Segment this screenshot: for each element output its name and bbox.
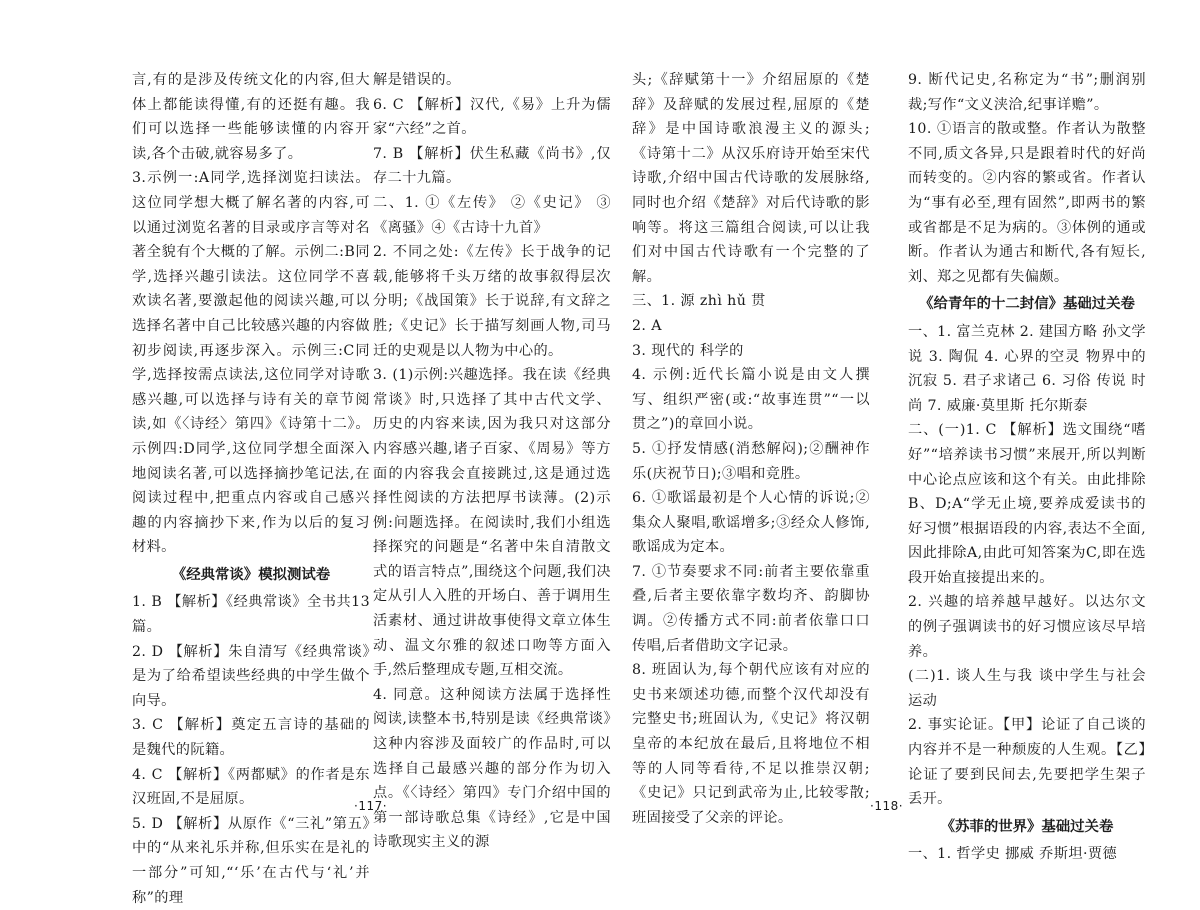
answer-paragraph: 6. C 【解析】汉代,《易》上升为儒家“六经”之首。 [373, 96, 611, 138]
answer-paragraph: 1. B 【解析】《经典常谈》全书共13篇。 [132, 594, 370, 636]
page-number-right: ·118· [870, 799, 904, 813]
answer-paragraph: 9. 断代记史,名称定为“书”;删润别裁;写作“文义浃洽,纪事详赡”。 [908, 72, 1146, 113]
answer-paragraph: 7. B 【解析】伏生私藏《尚书》,仅存二十九篇。 [373, 145, 611, 187]
answer-paragraph: 3.示例一:A同学,选择浏览扫读法。这位同学想大概了解名著的内容,可以通过浏览名著的目录或序言等对名著全貌有个大概的了解。示例二:B同学,选择兴趣引读法。这位同学不喜欢读名著,要激起他的阅读兴趣,可以选择名著中自己比较感兴趣的内容做初步阅读,再逐步深入。示例三:C同学,选择按需点读法,这位同学对诗歌感兴趣,可以选择与诗有关的章节阅读,如《〈诗经〉第四》《诗第十二》。示例四:D同学,这位同学想全面深入地阅读名著,可以选择摘抄笔记法,在阅读过程中,把重点内容或自己感兴趣的内容摘抄下来,作为以后的复习材料。 [132, 170, 370, 556]
section-heading: 《给青年的十二封信》基础过关卷 [919, 296, 1135, 313]
answer-paragraph: 二、(一)1. C 【解析】选文围绕“嗜好”“培养读书习惯”来展开,所以判断中心论点应该和这个有关。由此排除B、D;A“学无止境,要养成爱读书的好习惯”根据语段的内容,表达不全面,因此排除A,由此可知答案为C,即在选段开始直接提出来的。 [908, 422, 1146, 586]
answer-paragraph: 4. 同意。这种阅读方法属于选择性阅读,读整本书,特别是读《经典常谈》这种内容涉及面较广的作品时,可以选择自己最感兴趣的部分作为切入点。《〈诗经〉第四》专门介绍中国的第一部诗歌总集《诗经》,它是中国诗歌现实主义的源 [373, 686, 611, 851]
answer-paragraph: 解是错误的。 [373, 72, 461, 88]
answer-paragraph: 头;《辞赋第十一》介绍屈原的《楚辞》及辞赋的发展过程,屈原的《楚辞》是中国诗歌浪漫主义的源头;《诗第十二》从汉乐府诗开始至宋代诗歌,介绍中国古代诗歌的发展脉络,同时也介绍《楚辞》对后代诗歌的影响等。将这三篇组合阅读,可以让我们对中国古代诗歌有一个完整的了解。 [632, 72, 870, 285]
answer-paragraph: 6. ①歌谣最初是个人心情的诉说;②集众人聚唱,歌谣增多;③经众人修饰,歌谣成为定本。 [632, 490, 870, 556]
answer-paragraph: 2. A [632, 317, 662, 334]
answer-paragraph: 10. ①语言的散或整。作者认为散整不同,质文各异,只是跟着时代的好尚而转变的。②内容的繁或省。作者认为“事有必至,理有固然”,即两书的繁或省都是不足为病的。③体例的通或断。作者认为通古和断代,各有短长,刘、郑之见都有失偏颇。 [908, 121, 1146, 285]
answer-paragraph: 3. 现代的 科学的 [632, 342, 744, 359]
page-number-left: ·117· [354, 799, 388, 813]
answer-paragraph: (二)1. 谈人生与我 谈中学生与社会运动 [908, 668, 1146, 709]
answer-paragraph: 3. C 【解析】奠定五言诗的基础的是魏代的阮籍。 [132, 717, 370, 759]
answer-paragraph: 2. 不同之处:《左传》长于战争的记载,能够将千头万绪的故事叙得层次分明;《战国策》长于说辞,有文辞之胜;《史记》长于描写刻画人物,司马迁的史观是以人物为中心的。 [373, 244, 611, 359]
answer-paragraph: 2. D 【解析】朱自清写《经典常谈》是为了给希望读些经典的中学生做个向导。 [132, 643, 370, 709]
column-4 [908, 68, 1146, 863]
answer-paragraph: 2. 兴趣的培养越早越好。以达尔文的例子强调读书的好习惯应该尽早培养。 [908, 594, 1146, 660]
column-3 [632, 68, 870, 826]
answer-paragraph: 2. 事实论证。【甲】论证了自己谈的内容并不是一种颓废的人生观。【乙】论证了要到民间去,先要把学生架子丢开。 [908, 717, 1146, 808]
right-page [600, 0, 1200, 863]
column-2 [373, 68, 611, 851]
answer-paragraph: 3. (1)示例:兴趣选择。我在读《经典常谈》时,只选择了其中古代文学、历史的内容来读,因为我只对这部分内容感兴趣,诸子百家、《周易》等方面的内容我会直接跳过,这是通过选择性阅读的方法把厚书读薄。(2)示例:问题选择。在阅读时,我们小组选择探究的问题是“名著中朱自清散文式的语言特点”,围绕这个问题,我们决定从引人入胜的开场白、善于调用生活素材、通过讲故事使得文章立体生动、温文尔雅的叙述口吻等方面入手,然后整理成专题,互相交流。 [373, 367, 611, 679]
answer-paragraph: 一、1. 富兰克林 2. 建国方略 孙文学说 3. 陶侃 4. 心界的空灵 物界中的沉寂 5. 君子求诸己 6. 习俗 传说 时尚 7. 威廉·莫里斯 托尔斯泰 [908, 323, 1146, 414]
answer-paragraph: 三、1. 源 zhì hǔ 贯 [632, 293, 766, 310]
answer-paragraph: 4. 示例:近代长篇小说是由文人撰写、组织严密(或:“故事连贯”“一以贯之”)的章回小说。 [632, 367, 870, 433]
answer-paragraph: 言,有的是涉及传统文化的内容,但大体上都能读得懂,有的还挺有趣。我们可以选择一些能够读懂的内容开读,各个击破,就容易多了。 [132, 72, 370, 162]
answer-paragraph: 7. ①节奏要求不同:前者主要依靠重叠,后者主要依靠字数均齐、韵脚协调。②传播方式不同:前者依靠口口传唱,后者借助文字记录。 [632, 563, 870, 654]
answer-paragraph: 5. ①抒发情感(消愁解闷);②酬神作乐(庆祝节日);③唱和竞胜。 [632, 440, 870, 482]
answer-paragraph: 4. C 【解析】《两都赋》的作者是东汉班固,不是屈原。 [132, 766, 370, 808]
answer-paragraph: 8. 班固认为,每个朝代应该有对应的史书来颂述功德,而整个汉代却没有完整史书;班固认为,《史记》将汉朝皇帝的本纪放在最后,且将地位不相等的人同等看待,不足以推崇汉朝;《史记》只记到武帝为止,比较零散;班固接受了父亲的评论。 [632, 662, 870, 826]
section-heading: 《经典常谈》模拟测试卷 [171, 566, 331, 583]
answer-paragraph: 一、1. 哲学史 挪威 乔斯坦·贾德 [908, 846, 1118, 863]
answer-paragraph: 二、1. ①《左传》 ②《史记》 ③《离骚》④《古诗十九首》 [373, 194, 611, 236]
column-1 [132, 68, 370, 906]
answer-paragraph: 5. D 【解析】从原作《“三礼”第五》中的“从来礼乐并称,但乐实在是礼的一部分”可知,“‘乐’在古代与‘礼’并称”的理 [132, 815, 370, 906]
section-heading: 《苏菲的世界》基础过关卷 [940, 818, 1114, 835]
